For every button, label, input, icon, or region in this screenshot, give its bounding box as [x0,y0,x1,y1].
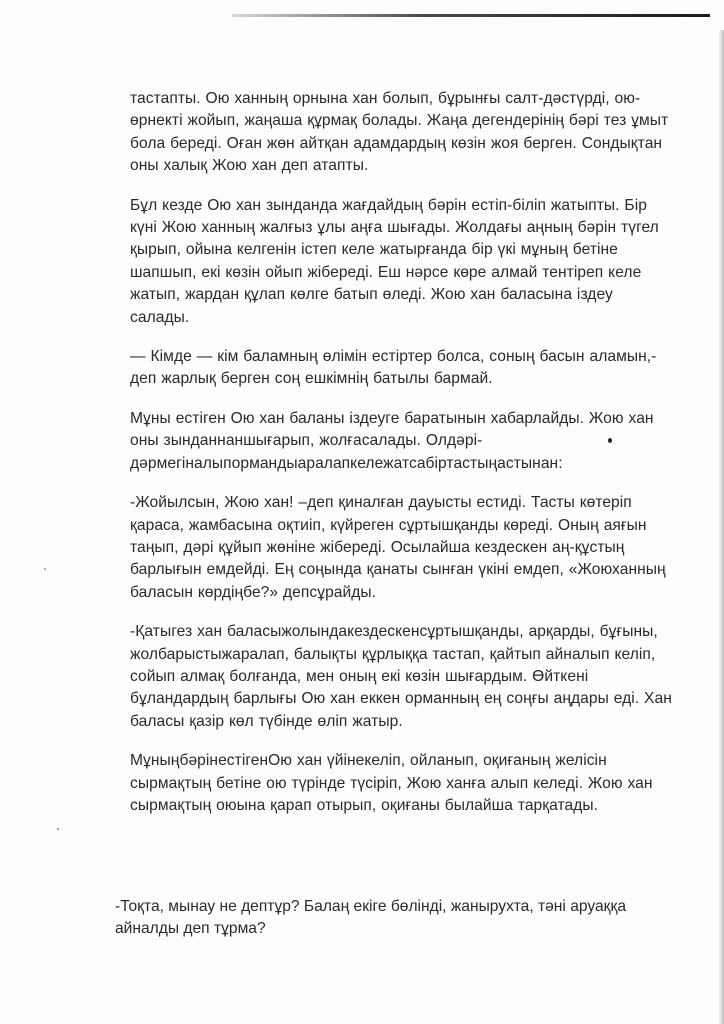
text-line: МұныңбәрінестігенОю хан үйінекеліп, ойланып, оқиғаның желісін [130,752,607,770]
scan-right-edge-shadow [718,30,724,1024]
text-line: айналды деп тұрма? [115,920,266,938]
text-line: жолбарыстыжаралап, балықты құрлыққа тастап, қайтып айналып келіп, [130,645,656,663]
text-line: сойып алмақ болғанда, мен оның екі көзін шығардым. Өйткені [130,667,589,685]
paragraph [130,621,670,733]
text-line: тастапты. Ою ханның орнына хан болып, бұрынғы салт-дәстүрді, ою- [130,90,641,107]
text-line: өрнекті жойып, жаңаша құрмақ болады. Жаңа дегендерінің бәрі тез ұмыт [130,112,669,130]
document-body [130,88,670,834]
text-line: Мұны естіген Ою хан баланы іздеуге баратынын хабарлайды. Жою хан [130,409,654,427]
text-line: -Қатыгез хан баласыжолындакездескенсұртышқанды, арқарды, бұғыны, [130,623,658,641]
paragraph [130,346,670,391]
text-line: қырып, ойына келгенін істеп келе жатырғанда бір үкі мұның бетіне [130,241,618,259]
text-line: бола береді. Оған жөн айтқан адамдардың көзін жоя берген. Сондықтан [130,134,663,152]
text-line: — Кімде — кім баламның өлімін естіртер болса, соның басын аламын,- [130,348,657,366]
text-line: күні Жою ханның жалғыз ұлы аңға шығады. Жолдағы аңның бәрін түгел [130,219,659,237]
paragraph [130,750,670,817]
text-line: дәрмегіналыпормандыаралапкележатсабіртастыңастынан: [130,454,563,472]
text-line: оны зынданнаншығарып, жолғасалады. Олдәрі- [130,432,483,450]
paragraph [130,195,670,329]
scan-top-edge-line [232,14,710,17]
text-line: сырмақтың оюына қарап отырып, оқиғаны былайша тарқатады. [130,796,599,814]
text-line: -Тоқта, мынау не дептұр? Балаң екіге бөлінді, жанырухта, тәні аруаққа [115,898,626,915]
text-line: сырмақтың бетіне ою түрінде түсіріп, Жою ханға алып келеді. Жою хан [130,774,653,792]
text-line: Бұл кезде Ою хан зынданда жағдайдың бәрін естіп-біліп жатыпты. Бір [130,196,647,214]
closing-paragraph [115,896,675,941]
ink-speck [44,568,46,570]
text-line: салады. [130,308,190,326]
text-line: -Жойылсын, Жою хан! –деп қиналған дауысты естиді. Тасты көтеріп [130,494,632,512]
paragraph [130,408,670,475]
text-line: баласы қазір көл түбінде өліп жатыр. [130,712,403,730]
paragraph [130,88,670,178]
text-line: жатып, жардан құлап көлге батып өледі. Жою хан баласына іздеу [130,286,613,304]
text-line: оны халық Жою хан деп атапты. [130,157,369,175]
text-line: деп жарлық берген соң ешкімнің батылы бармай. [130,370,493,388]
text-line: баласын көрдіңбе?» депсұрайды. [130,583,377,601]
text-line: барлығын емдейді. Ең соңында қанаты сынған үкіні емдеп, «Жоюханның [130,561,666,579]
ink-speck [57,828,59,830]
text-line: бұландардың барлығы Ою хан еккен орманның ең соңғы аңдары еді. Хан [130,690,672,708]
paragraph [130,492,670,604]
text-line: таңып, дәрі құйып жөніне жібереді. Осылайша кездескен аң-құстың [130,538,625,556]
text-line: шапшып, екі көзін ойып жібереді. Еш нәрсе көре алмай тентіреп келе [130,263,642,281]
text-line: қараса, жамбасына оқтиіп, күйреген сұртышқанды көреді. Оның аяғын [130,516,647,534]
